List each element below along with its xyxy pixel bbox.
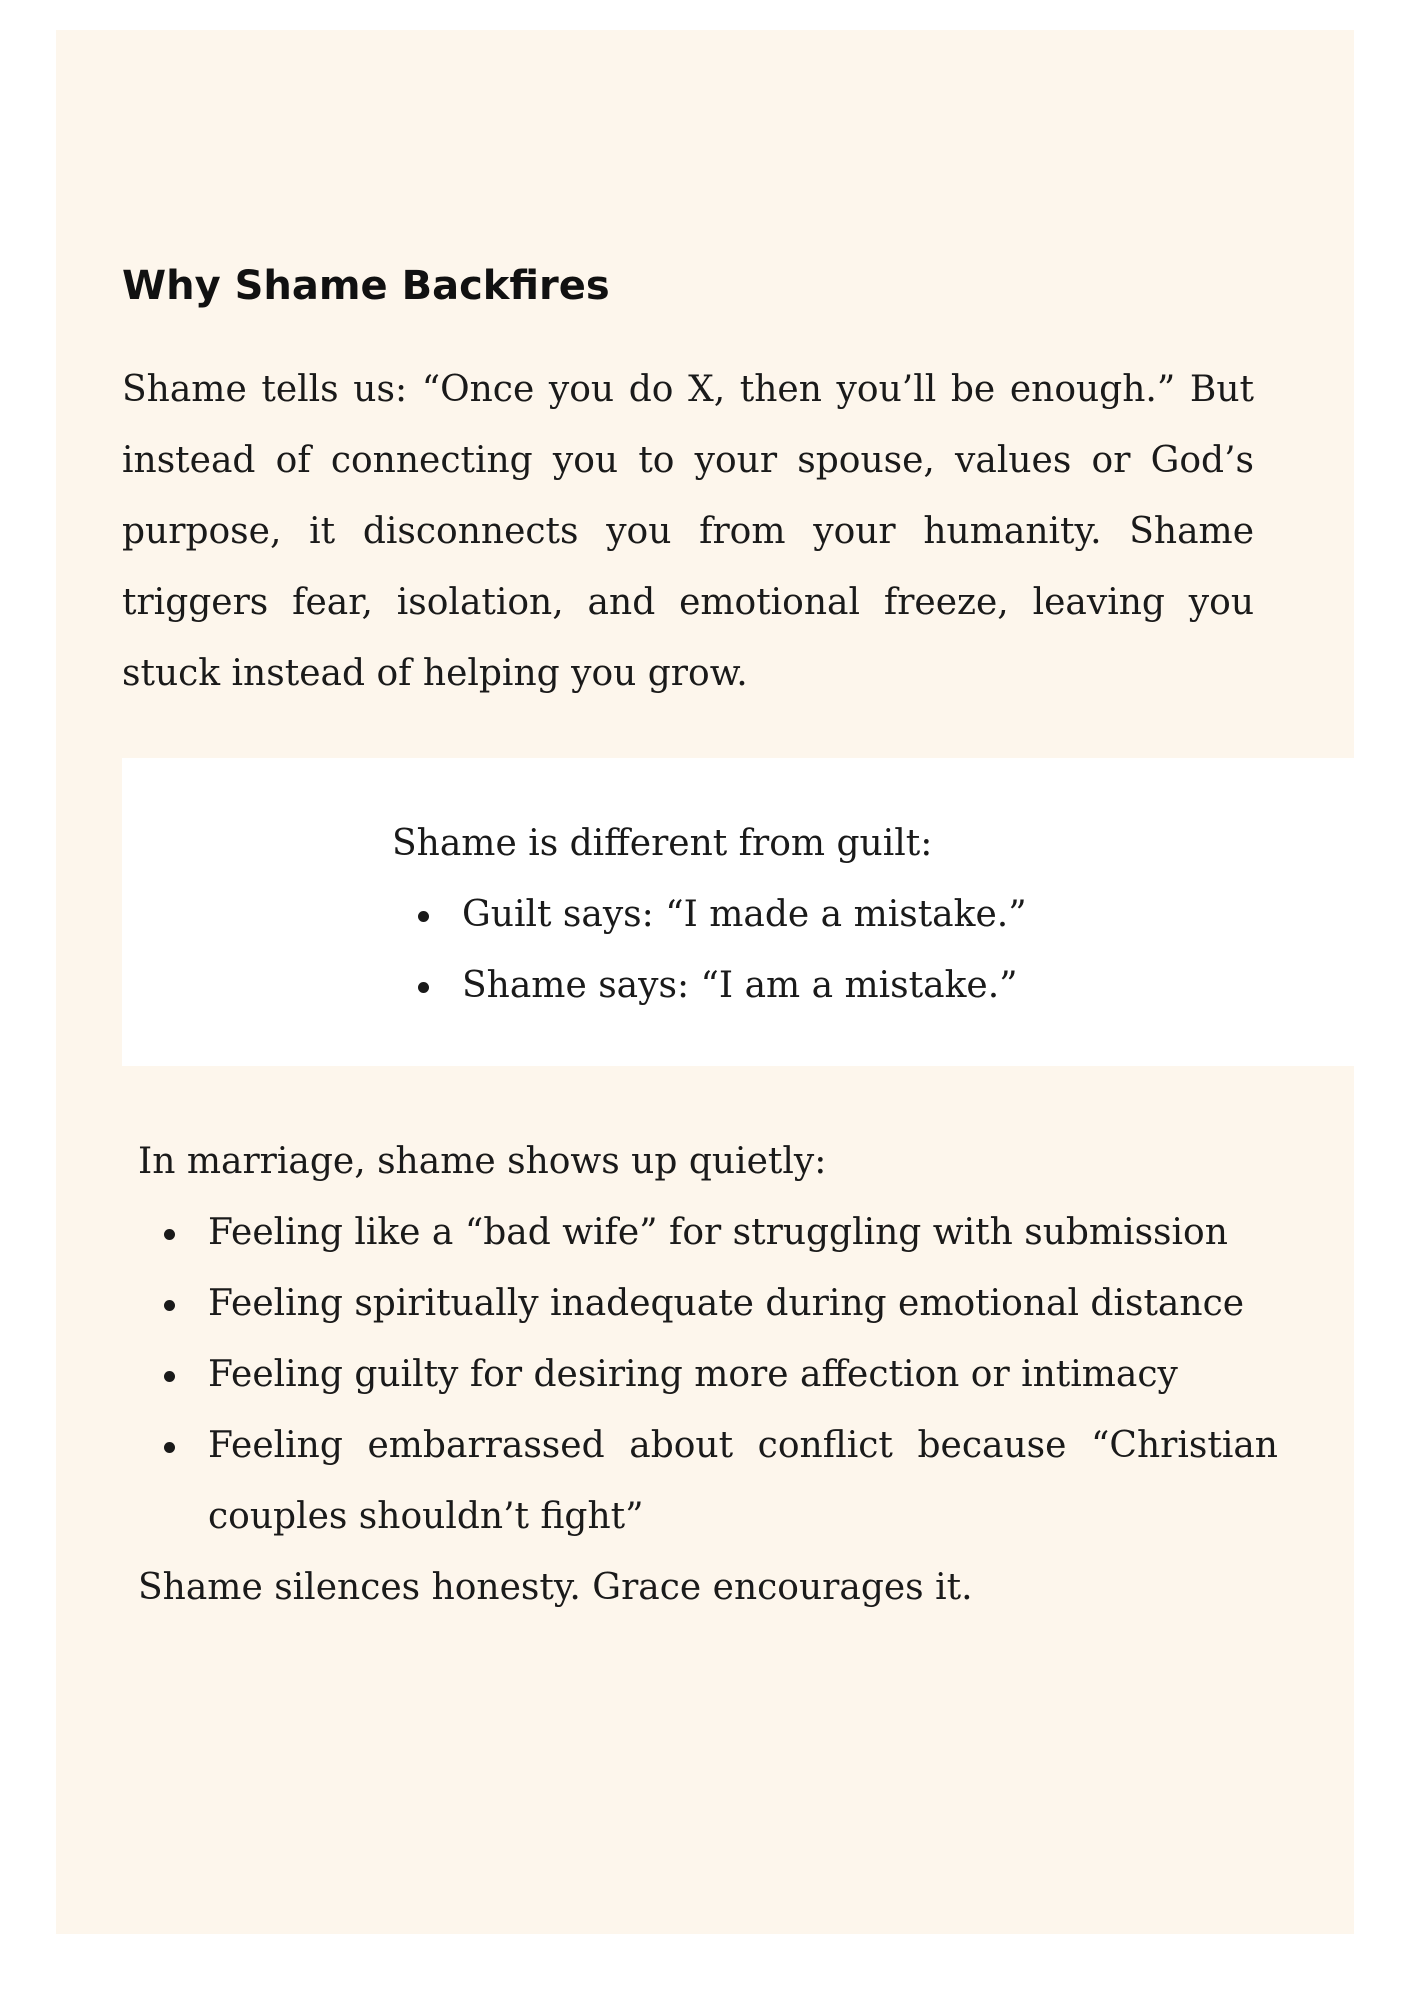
guilt-vs-shame-callout (122, 758, 1354, 1066)
list-item (392, 950, 1292, 1021)
bullet-icon (418, 911, 429, 922)
list-item-text: Feeling guilty for desiring more affection or intimacy (208, 1354, 1178, 1395)
list-item-text: Shame says: “I am a mistake.” (462, 965, 1018, 1006)
bullet-icon (164, 1229, 175, 1240)
marriage-list (138, 1197, 1278, 1552)
callout-content (392, 808, 1292, 1021)
list-item (138, 1339, 1278, 1410)
intro-paragraph: Shame tells us: “Once you do X, then you’ll be enough.” But instead of connecting you to your spouse, values or God’s purpose, it disconnects you from your humanity. Shame triggers fear, isolation, and emotional freeze, leaving you stuck instead of helping you grow. (122, 369, 1254, 694)
callout-list (392, 879, 1292, 1021)
list-item-text: Guilt says: “I made a mistake.” (462, 894, 1027, 935)
closing-line: Shame silences honesty. Grace encourages it. (138, 1567, 973, 1608)
section-heading: Why Shame Backfires (122, 263, 610, 309)
list-item (138, 1268, 1278, 1339)
bullet-icon (164, 1442, 175, 1453)
list-item (138, 1410, 1278, 1552)
bullet-icon (418, 982, 429, 993)
list-item-text: Feeling embarrassed about conflict because “Christian couples shouldn’t fight” (208, 1425, 1278, 1537)
callout-lead: Shame is different from guilt: (392, 823, 933, 864)
list-item-text: Feeling like a “bad wife” for struggling with submission (208, 1212, 1228, 1253)
list-item (392, 879, 1292, 950)
marriage-section (138, 1126, 1278, 1623)
list-item-text: Feeling spiritually inadequate during emotional distance (208, 1283, 1245, 1324)
marriage-lead: In marriage, shame shows up quietly: (138, 1141, 827, 1182)
list-item (138, 1197, 1278, 1268)
bullet-icon (164, 1371, 175, 1382)
bullet-icon (164, 1300, 175, 1311)
